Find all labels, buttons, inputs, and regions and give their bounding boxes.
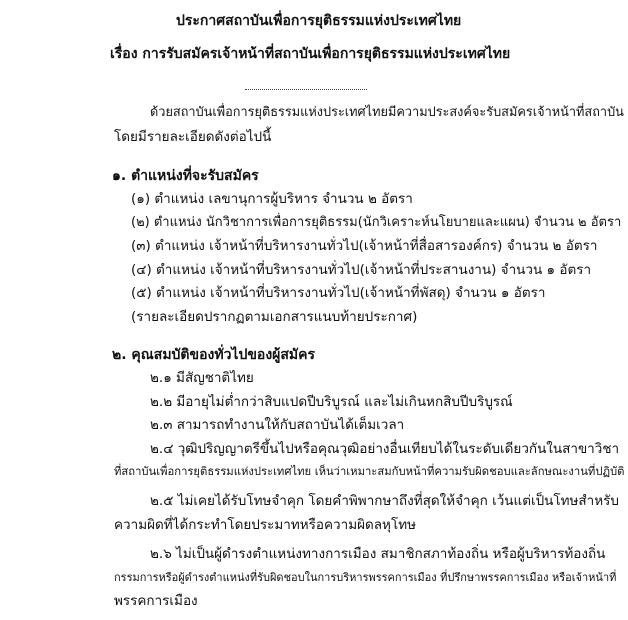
announcement-title: ประกาศสถาบันเพื่อการยุติธรรมแห่งประเทศไทย <box>176 13 462 29</box>
position-note: (รายละเอียดปรากฏตามเอกสารแนบท้ายประกาศ) <box>131 309 418 325</box>
section-1-heading: ๑. ตำแหน่งที่จะรับสมัคร <box>112 168 259 184</box>
position-item-5: (๕) ตำแหน่ง เจ้าหน้าที่บริหารงานทั่วไป(เจ้าหน้าที่พัสดุ) จำนวน ๑ อัตรา <box>131 285 546 301</box>
announcement-subject: เรื่อง การรับสมัครเจ้าหน้าที่สถาบันเพื่อการยุติธรรมแห่งประเทศไทย <box>110 46 511 62</box>
intro-line-1: ด้วยสถาบันเพื่อการยุติธรรมแห่งประเทศไทยมีความประสงค์จะรับสมัครเจ้าหน้าที่สถาบัน <box>150 105 624 120</box>
qualification-item-6-line-1: ๒.๖ ไม่เป็นผู้ดำรงตำแหน่งทางการเมือง สมาชิกสภาท้องถิ่น หรือผู้บริหารท้องถิ่น <box>150 546 606 562</box>
title-divider <box>245 89 367 90</box>
qualification-item-5-line-2: ความผิดที่ได้กระทำโดยประมาทหรือความผิดลหุโทษ <box>114 517 417 533</box>
qualification-item-4-line-2: ที่สถาบันเพื่อการยุติธรรมแห่งประเทศไทย เห็นว่าเหมาะสมกับหน้าที่ความรับผิดชอบและลักษณะงานที่ปฏิบัติ <box>114 465 625 478</box>
section-2-heading: ๒. คุณสมบัติของทั่วไปของผู้สมัคร <box>112 347 316 363</box>
qualification-item-6-line-2: กรรมการหรือผู้ดำรงตำแหน่งที่รับผิดชอบในการบริหารพรรคการเมือง ที่ปรึกษาพรรคการเมือง หรือเจ้าหน้าที่ <box>114 571 617 584</box>
position-item-1: (๑) ตำแหน่ง เลขานุการผู้บริหาร จำนวน ๒ อัตรา <box>131 191 413 207</box>
qualification-item-5-line-1: ๒.๕ ไม่เคยได้รับโทษจำคุก โดยคำพิพากษาถึงที่สุดให้จำคุก เว้นแต่เป็นโทษสำหรับ <box>150 493 619 509</box>
qualification-item-6-line-3: พรรคการเมือง <box>114 593 198 609</box>
qualification-item-4-line-1: ๒.๔ วุฒิปริญญาตรีขึ้นไปหรือคุณวุฒิอย่างอื่นเทียบได้ในระดับเดียวกันในสาขาวิชา <box>150 441 620 457</box>
position-item-2: (๒) ตำแหน่ง นักวิชาการเพื่อการยุติธรรม(นักวิเคราะห์นโยบายและแผน) จำนวน ๒ อัตรา <box>131 215 622 230</box>
position-item-3: (๓) ตำแหน่ง เจ้าหน้าที่บริหารงานทั่วไป(เจ้าหน้าที่สื่อสารองค์กร) จำนวน ๒ อัตรา <box>131 238 598 254</box>
qualification-item-1: ๒.๑ มีสัญชาติไทย <box>150 370 254 386</box>
intro-line-2: โดยมีรายละเอียดดังต่อไปนี้ <box>114 129 272 145</box>
position-item-4: (๔) ตำแหน่ง เจ้าหน้าที่บริหารงานทั่วไป(เจ้าหน้าที่ประสานงาน) จำนวน ๑ อัตรา <box>131 262 592 278</box>
qualification-item-3: ๒.๓ สามารถทำงานให้กับสถาบันได้เต็มเวลา <box>150 417 405 433</box>
qualification-item-2: ๒.๒ มีอายุไม่ต่ำกว่าสิบแปดปีบริบูรณ์ และไม่เกินหกสิบปีบริบูรณ์ <box>150 394 513 410</box>
